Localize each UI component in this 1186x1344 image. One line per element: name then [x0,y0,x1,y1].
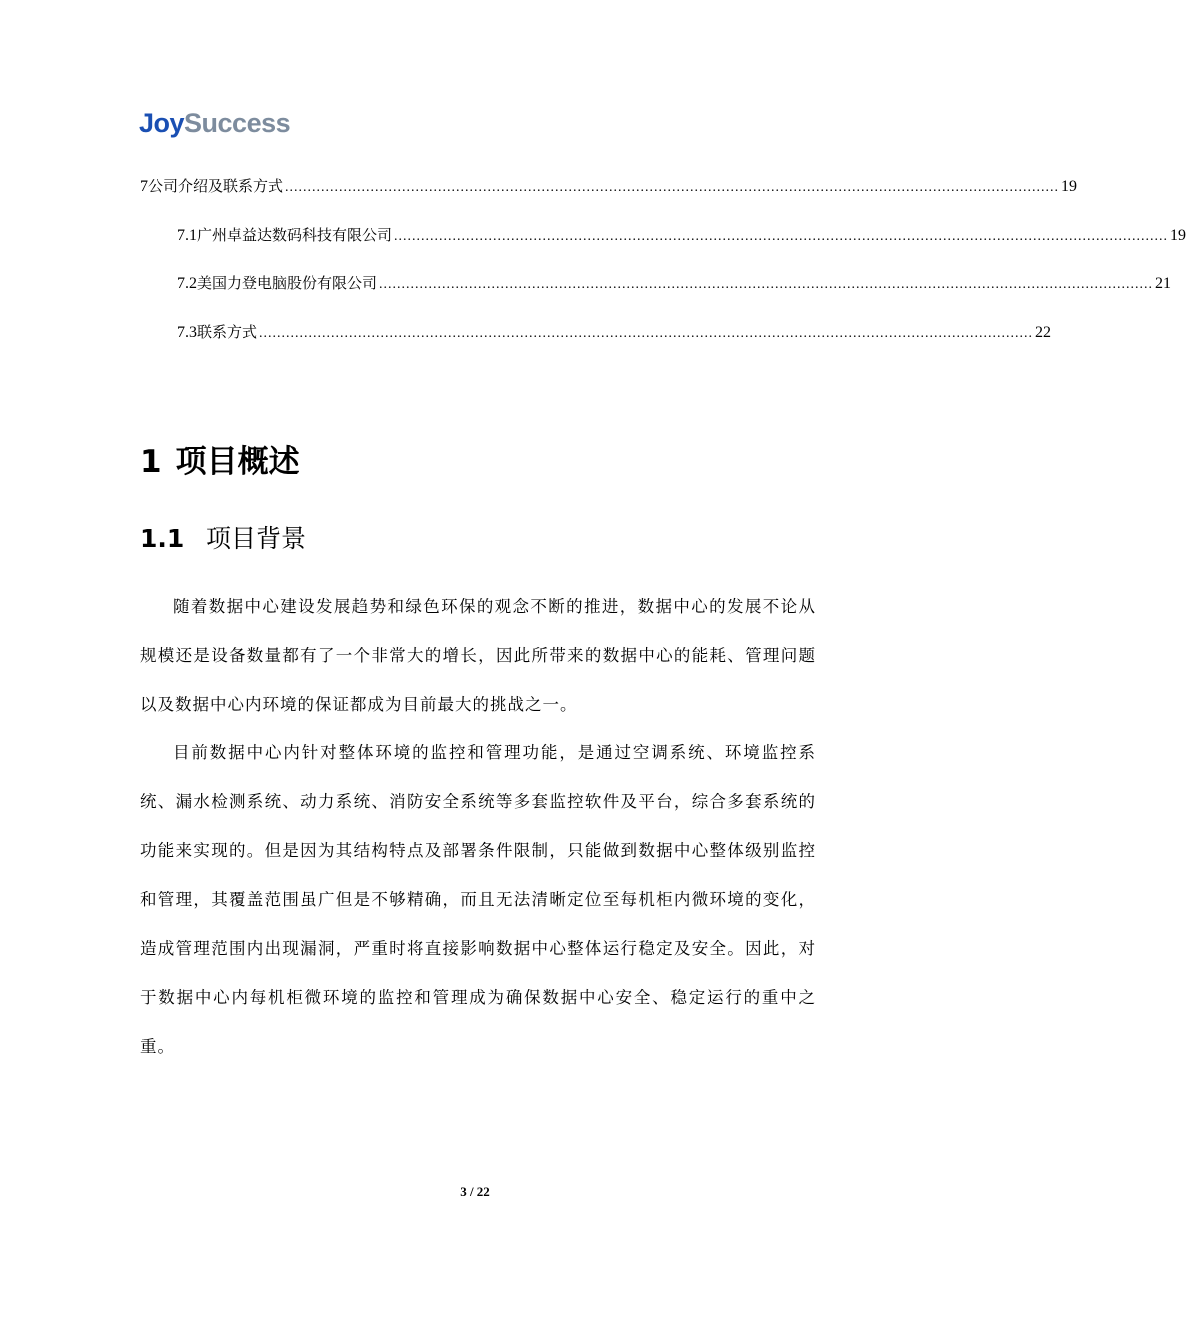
toc-entry-page: 19 [1170,227,1186,244]
subsection-title: 项目背景 [206,524,307,553]
toc-entry[interactable] [177,272,1172,296]
toc-entry-page: 19 [1061,178,1078,195]
toc-entry-page: 22 [1035,324,1052,341]
toc-entry[interactable] [177,321,1052,345]
toc-entry-number: 7 [140,178,148,195]
toc-entry[interactable] [177,224,1186,248]
logo-text-success: Success [184,108,291,138]
toc-entry[interactable] [140,175,1078,199]
section-title: 项目概述 [175,444,300,480]
toc-leader-dots: ............................................................................................................................................................................ [379,277,1154,292]
page-number: 3 / 22 [460,1184,490,1199]
logo-text-joy: Joy [139,108,185,138]
toc-entry-number: 7.3 [177,324,197,341]
section-number: 1 [140,444,162,480]
subsection-number: 1.1 [140,524,185,553]
toc-entry-number: 7.1 [177,227,197,244]
toc-entry-title: 美国力登电脑股份有限公司 [197,274,378,292]
toc-entry-number: 7.2 [177,275,197,292]
toc-leader-dots: ............................................................................................................................................................................ [285,180,1060,195]
toc-entry-title: 公司介绍及联系方式 [148,177,284,195]
body-paragraph: 目前数据中心内针对整体环境的监控和管理功能，是通过空调系统、环境监控系统、漏水检测系统、动力系统、消防安全系统等多套监控软件及平台，综合多套系统的功能来实现的。但是因为其结构特点及部署条件限制，只能做到数据中心整体级别监控和管理，其覆盖范围虽广但是不够精确，而且无法清晰定位至每机柜内微环境的变化，造成管理范围内出现漏洞，严重时将直接影响数据中心整体运行稳定及安全。因此，对于数据中心内每机柜微环境的监控和管理成为确保数据中心安全、稳定运行的重中之重。 [140,743,816,1056]
toc-leader-dots: ............................................................................................................................................................................ [259,326,1034,341]
body-paragraph: 随着数据中心建设发展趋势和绿色环保的观念不断的推进，数据中心的发展不论从规模还是设备数量都有了一个非常大的增长，因此所带来的数据中心的能耗、管理问题以及数据中心内环境的保证都成为目前最大的挑战之一。 [140,597,816,714]
company-logo [139,106,290,140]
toc-leader-dots: ............................................................................................................................................................................ [394,229,1169,244]
subsection-heading [140,520,306,558]
section-heading [140,440,300,484]
toc-entry-title: 联系方式 [197,323,258,341]
logo-text [139,108,290,138]
toc-entry-page: 21 [1155,275,1172,292]
toc-entry-title: 广州卓益达数码科技有限公司 [197,226,393,244]
